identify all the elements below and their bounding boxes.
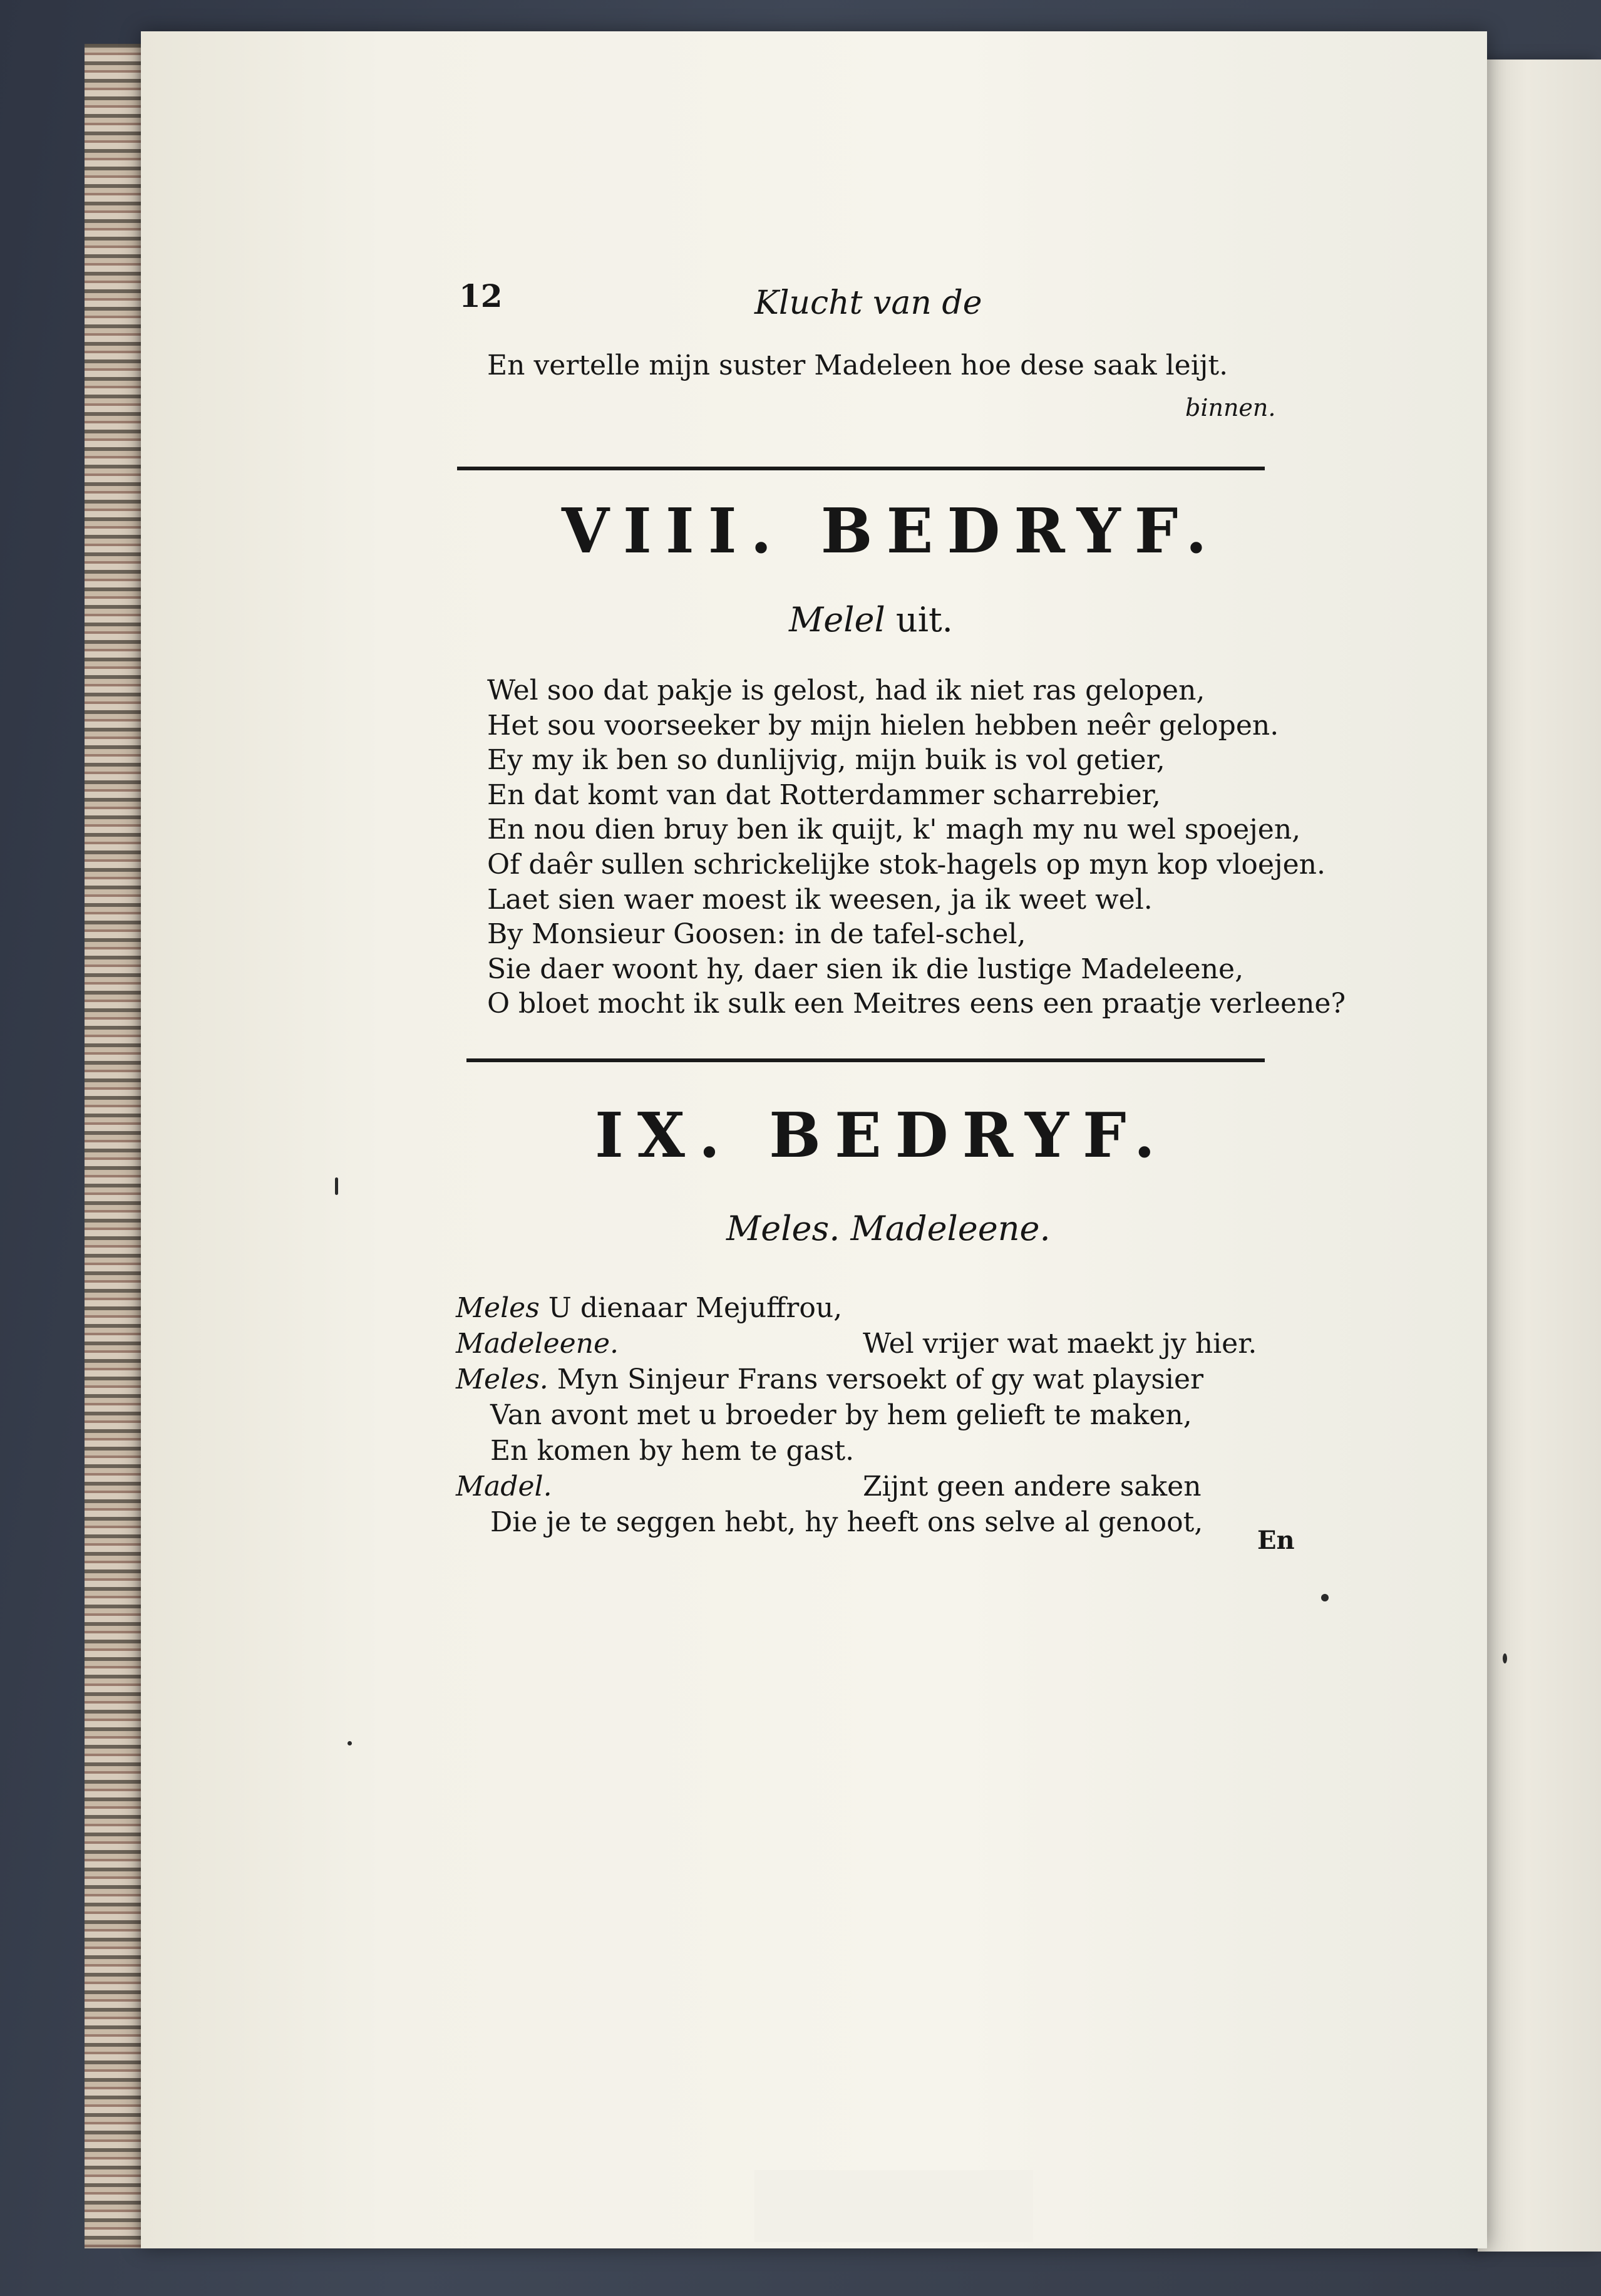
dialogue-text: U dienaar Mejuffrou, xyxy=(548,1292,843,1324)
verse-line: En nou dien bruy ben ik quijt, k' magh my nu wel spoejen, xyxy=(487,814,1301,846)
act9-dialogue xyxy=(456,1290,1301,1540)
dialogue-line xyxy=(456,1397,1301,1433)
paper-speck xyxy=(1321,1594,1329,1601)
dialogue-speaker: Madeleene. xyxy=(456,1328,619,1360)
dialogue-speaker: Meles xyxy=(456,1292,540,1324)
verse-line: Laet sien waer moest ik weesen, ja ik weet wel. xyxy=(487,883,1153,916)
dialogue-speaker: Madel. xyxy=(456,1471,552,1502)
dialogue-line xyxy=(456,1290,1301,1326)
dialogue-text: Zijnt geen andere saken xyxy=(863,1471,1202,1502)
act8-speaker: Melel xyxy=(789,600,885,639)
act8-verse xyxy=(487,673,1346,1021)
dialogue-text: En komen by hem te gast. xyxy=(490,1435,855,1467)
paper-speck xyxy=(347,1741,352,1745)
paper-tab xyxy=(754,2170,1033,2242)
verse-line: Ey my ik ben so dunlijvig, mijn buik is vol getier, xyxy=(487,744,1165,777)
verse-line: En dat komt van dat Rotterdammer scharrebier, xyxy=(487,778,1161,811)
paper-speck xyxy=(1503,1653,1507,1663)
dialogue-line xyxy=(456,1433,1301,1469)
act9-speakers: Meles. Madeleene. xyxy=(726,1209,1051,1248)
dialogue-text: Van avont met u broeder by hem gelieft te maken, xyxy=(490,1399,1192,1431)
page-number: 12 xyxy=(459,277,503,314)
act8-speaker-suffix: uit. xyxy=(895,600,953,639)
act9-title: IX. BEDRYF. xyxy=(595,1100,1169,1172)
opening-line: En vertelle mijn suster Madeleen hoe dese saak leijt. xyxy=(487,349,1228,381)
verse-line: O bloet mocht ik sulk een Meitres eens een praatje verleene? xyxy=(487,988,1346,1020)
verse-line: By Monsieur Goosen: in de tafel-schel, xyxy=(487,918,1026,951)
dialogue-line xyxy=(456,1504,1301,1540)
dialogue-speaker: Meles. xyxy=(456,1363,548,1395)
verse-line: Wel soo dat pakje is gelost, had ik niet ras gelopen, xyxy=(487,675,1205,706)
running-title: Klucht van de xyxy=(754,284,982,322)
act8-speaker-line xyxy=(789,600,953,639)
dialogue-text: Die je te seggen hebt, hy heeft ons selve al genoot, xyxy=(490,1506,1203,1538)
dialogue-line xyxy=(456,1469,1301,1504)
catchword: En xyxy=(1257,1526,1295,1555)
dialogue-line xyxy=(456,1326,1301,1362)
dialogue-text: Myn Sinjeur Frans versoekt of gy wat playsier xyxy=(557,1363,1204,1395)
verse-line: Sie daer woont hy, daer sien ik die lustige Madeleene, xyxy=(487,953,1244,985)
stage-direction: binnen. xyxy=(1185,394,1276,421)
dialogue-text: Wel vrijer wat maekt jy hier. xyxy=(863,1328,1257,1360)
section-rule xyxy=(457,467,1265,470)
act8-title: VIII. BEDRYF. xyxy=(562,495,1221,567)
verse-line: Het sou voorseeker by mijn hielen hebben neêr gelopen. xyxy=(487,709,1279,742)
verse-line: Of daêr sullen schrickelijke stok-hagels op myn kop vloejen. xyxy=(487,848,1326,881)
facing-page xyxy=(1478,59,1601,2252)
paper-speck xyxy=(335,1177,338,1195)
section-rule xyxy=(466,1058,1265,1062)
dialogue-line xyxy=(456,1362,1301,1397)
book-edge xyxy=(85,44,147,2248)
